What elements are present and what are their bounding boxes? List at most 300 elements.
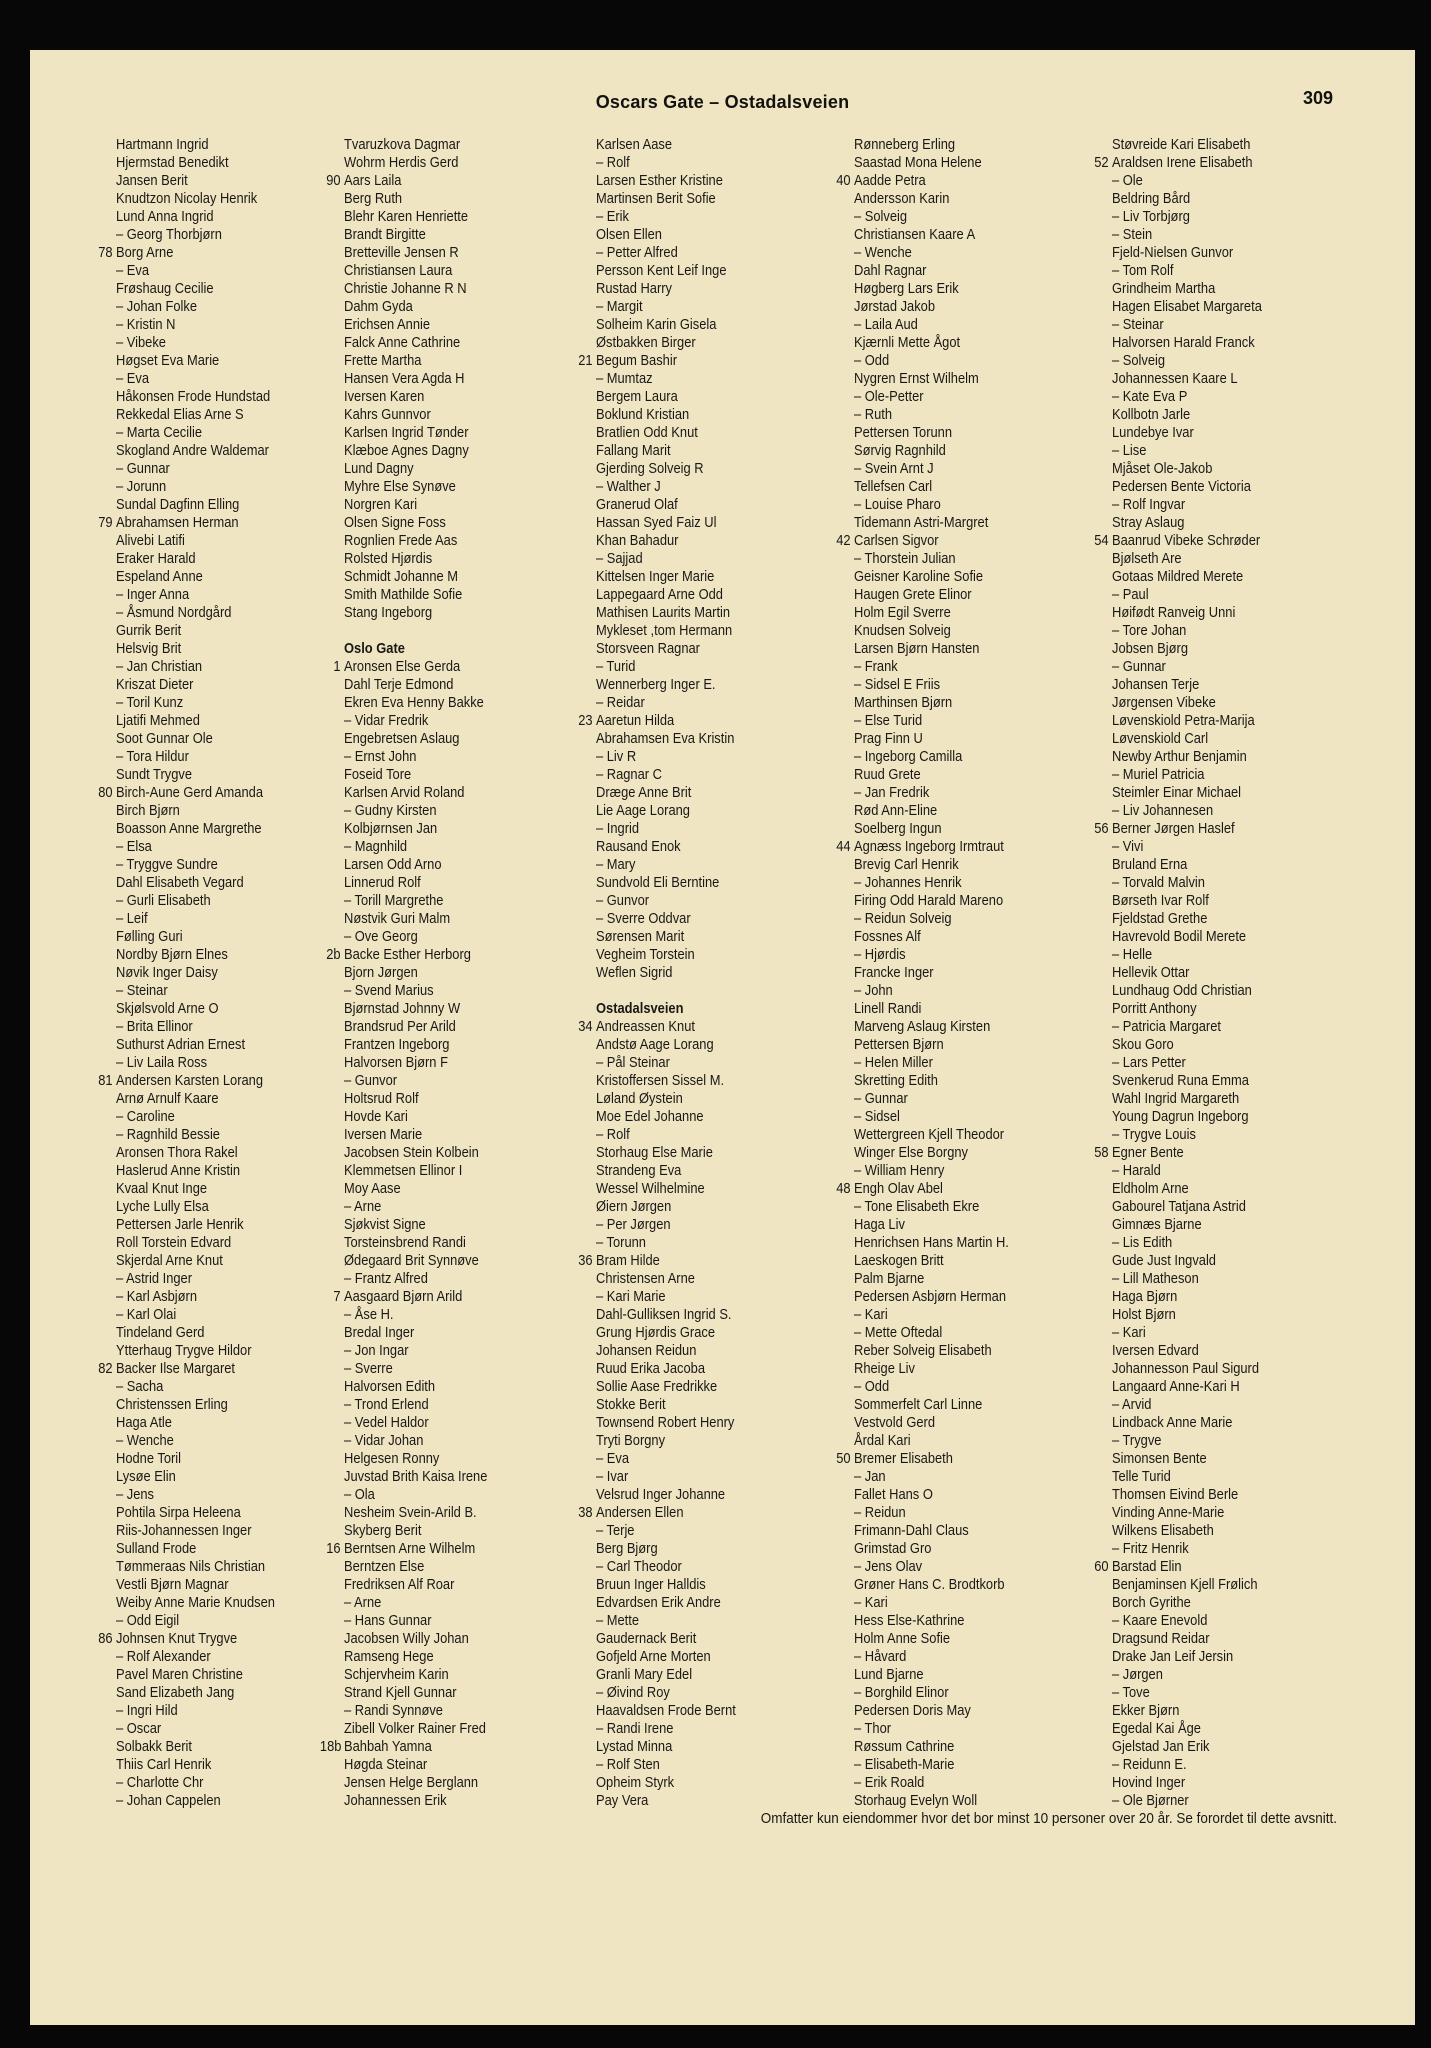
resident-name: – Louise Pharo — [854, 496, 941, 513]
resident-name: – Mette Oftedal — [854, 1324, 943, 1341]
directory-entry — [1112, 1774, 1336, 1792]
directory-entry — [116, 316, 340, 334]
directory-entry — [596, 1612, 820, 1630]
resident-name: – Karl Asbjørn — [116, 1288, 198, 1305]
directory-entry — [344, 1270, 568, 1288]
resident-name: – Ernst John — [344, 748, 417, 765]
resident-name: Strandeng Eva — [596, 1162, 682, 1179]
resident-name: Birch-Aune Gerd Amanda — [116, 784, 264, 801]
column-3 — [578, 136, 856, 1810]
directory-entry — [116, 1216, 340, 1234]
directory-entry — [1112, 1576, 1336, 1594]
resident-name: Lindback Anne Marie — [1112, 1414, 1233, 1431]
resident-name: Brevig Carl Henrik — [854, 856, 959, 873]
directory-entry — [116, 892, 340, 910]
directory-entry — [1112, 262, 1336, 280]
resident-name: Nøvik Inger Daisy — [116, 964, 218, 981]
directory-entry — [344, 1180, 568, 1198]
resident-name: Storhaug Evelyn Woll — [854, 1792, 978, 1809]
directory-entry — [1112, 1684, 1336, 1702]
resident-name: Foseid Tore — [344, 766, 412, 783]
resident-name: – Leif — [116, 910, 148, 927]
directory-entry — [344, 1522, 568, 1540]
directory-entry — [854, 1414, 1078, 1432]
resident-name: Laeskogen Britt — [854, 1252, 944, 1269]
directory-entry — [344, 1702, 568, 1720]
directory-entry — [344, 568, 568, 586]
resident-name: Lappegaard Arne Odd — [596, 586, 723, 603]
resident-name: Vestli Bjørn Magnar — [116, 1576, 229, 1593]
resident-name: – Ingri Hild — [116, 1702, 178, 1719]
resident-name: Larsen Odd Arno — [344, 856, 442, 873]
resident-name: Rheige Liv — [854, 1360, 915, 1377]
directory-entry — [116, 676, 340, 694]
directory-entry — [596, 838, 820, 856]
directory-entry — [596, 550, 820, 568]
house-number: 50 — [836, 1450, 851, 1467]
resident-name: Moy Aase — [344, 1180, 401, 1197]
resident-name: – Astrid Inger — [116, 1270, 193, 1287]
directory-entry — [344, 406, 568, 424]
resident-name: Bratlien Odd Knut — [596, 424, 698, 441]
resident-name: Aaretun Hilda — [596, 712, 675, 729]
resident-name: Gude Just Ingvald — [1112, 1252, 1216, 1269]
resident-name: – Mumtaz — [596, 370, 653, 387]
resident-name: Agnæss Ingeborg Irmtraut — [854, 838, 1004, 855]
resident-name: Johnsen Knut Trygve — [116, 1630, 238, 1647]
resident-name: Kittelsen Inger Marie — [596, 568, 715, 585]
resident-name: Olsen Signe Foss — [344, 514, 446, 531]
resident-name: Townsend Robert Henry — [596, 1414, 735, 1431]
resident-name: – Arne — [344, 1594, 382, 1611]
footnote: Omfatter kun eiendommer hvor det bor minst 10 personer over 20 år. Se forordet til dette avsnitt. — [760, 1810, 1337, 1827]
resident-name: Årdal Kari — [854, 1432, 911, 1449]
resident-name: Sundal Dagfinn Elling — [116, 496, 240, 513]
directory-entry — [854, 1126, 1078, 1144]
directory-entry — [116, 1000, 340, 1018]
directory-entry — [596, 1432, 820, 1450]
directory-entry — [344, 1144, 568, 1162]
resident-name: Begum Bashir — [596, 352, 678, 369]
directory-entry — [116, 1720, 340, 1738]
resident-name: – Wenche — [854, 244, 912, 261]
directory-entry — [1112, 856, 1336, 874]
directory-entry — [596, 1108, 820, 1126]
directory-entry — [596, 1144, 820, 1162]
resident-name: Sørvig Ragnhild — [854, 442, 946, 459]
directory-entry — [596, 1306, 820, 1324]
directory-entry — [596, 1054, 820, 1072]
resident-name: – Tora Hildur — [116, 748, 189, 765]
resident-name: Pedersen Bente Victoria — [1112, 478, 1251, 495]
directory-entry — [116, 190, 340, 208]
resident-name: Bremer Elisabeth — [854, 1450, 953, 1467]
resident-name: Solheim Karin Gisela — [596, 316, 717, 333]
directory-entry — [596, 982, 820, 1000]
resident-name: – Ivar — [596, 1468, 629, 1485]
directory-entry — [1112, 370, 1336, 388]
directory-entry — [344, 316, 568, 334]
resident-name: Andersen Ellen — [596, 1504, 684, 1521]
directory-entry — [116, 1396, 340, 1414]
house-number: 78 — [98, 244, 113, 261]
resident-name: Skjølsvold Arne O — [116, 1000, 219, 1017]
directory-entry — [344, 424, 568, 442]
directory-entry — [344, 1450, 568, 1468]
directory-entry — [596, 1378, 820, 1396]
resident-name: Røssum Cathrine — [854, 1738, 955, 1755]
resident-name: Firing Odd Harald Mareno — [854, 892, 1004, 909]
resident-name: Lyche Lully Elsa — [116, 1198, 209, 1215]
resident-name: Andersson Karin — [854, 190, 950, 207]
directory-entry — [1112, 172, 1336, 190]
directory-entry — [854, 1090, 1078, 1108]
resident-name: Høgberg Lars Erik — [854, 280, 959, 297]
resident-name: Pettersen Torunn — [854, 424, 953, 441]
directory-entry — [116, 802, 340, 820]
resident-name: – Ole-Petter — [854, 388, 924, 405]
directory-entry — [326, 1540, 568, 1558]
resident-name: – Jan — [854, 1468, 886, 1485]
house-number: 80 — [98, 784, 113, 801]
resident-name: Nøstvik Guri Malm — [344, 910, 451, 927]
directory-entry — [854, 1666, 1078, 1684]
directory-entry — [1112, 1720, 1336, 1738]
resident-name: Stang Ingeborg — [344, 604, 433, 621]
directory-entry — [1112, 406, 1336, 424]
resident-name: Rød Ann-Eline — [854, 802, 938, 819]
directory-entry — [596, 1774, 820, 1792]
resident-name: Kahrs Gunnvor — [344, 406, 431, 423]
directory-entry — [596, 874, 820, 892]
resident-name: – Rolf Sten — [596, 1756, 660, 1773]
resident-name: Havrevold Bodil Merete — [1112, 928, 1247, 945]
resident-name: – Kristin N — [116, 316, 176, 333]
directory-entry — [1112, 1450, 1336, 1468]
resident-name: Wettergreen Kjell Theodor — [854, 1126, 1005, 1143]
resident-name: Jørgensen Vibeke — [1112, 694, 1216, 711]
resident-name: – Jorunn — [116, 478, 167, 495]
resident-name: Larsen Bjørn Hansten — [854, 640, 980, 657]
resident-name: Dahl-Gulliksen Ingrid S. — [596, 1306, 732, 1323]
resident-name: Beldring Bård — [1112, 190, 1191, 207]
directory-entry — [1112, 694, 1336, 712]
directory-entry — [344, 1756, 568, 1774]
resident-name: – Margit — [596, 298, 643, 315]
directory-entry — [344, 694, 568, 712]
directory-entry — [854, 1108, 1078, 1126]
resident-name: Johannesson Paul Sigurd — [1112, 1360, 1260, 1377]
directory-entry — [854, 1774, 1078, 1792]
directory-entry — [1094, 1144, 1336, 1162]
directory-entry — [854, 442, 1078, 460]
resident-name: – Randi Synnøve — [344, 1702, 443, 1719]
resident-name: Egner Bente — [1112, 1144, 1184, 1161]
directory-entry — [1112, 460, 1336, 478]
resident-name: Schmidt Johanne M — [344, 568, 459, 585]
resident-name: Børseth Ivar Rolf — [1112, 892, 1209, 909]
directory-entry — [1112, 766, 1336, 784]
resident-name: Holm Anne Sofie — [854, 1630, 951, 1647]
directory-entry — [596, 1594, 820, 1612]
page-number: 309 — [1302, 88, 1333, 108]
resident-name: Dahm Gyda — [344, 298, 413, 315]
resident-name: Lund Dagny — [344, 460, 414, 477]
resident-name: Hellevik Ottar — [1112, 964, 1190, 981]
directory-entry — [344, 1648, 568, 1666]
directory-entry — [1112, 1234, 1336, 1252]
resident-name: Bjørnstad Johnny W — [344, 1000, 461, 1017]
directory-entry — [116, 1198, 340, 1216]
directory-entry — [854, 1630, 1078, 1648]
resident-name: Juvstad Brith Kaisa Irene — [344, 1468, 488, 1485]
directory-entry — [854, 334, 1078, 352]
resident-name: Borch Gyrithe — [1112, 1594, 1191, 1611]
directory-entry — [596, 370, 820, 388]
resident-name: Ljatifi Mehmed — [116, 712, 200, 729]
resident-name: Kriszat Dieter — [116, 676, 194, 693]
directory-entry — [854, 1522, 1078, 1540]
resident-name: – Kari — [854, 1594, 888, 1611]
resident-name: Wennerberg Inger E. — [596, 676, 716, 693]
resident-name: – Reidar — [596, 694, 645, 711]
directory-entry — [344, 226, 568, 244]
resident-name: Følling Guri — [116, 928, 183, 945]
house-number: 1 — [333, 658, 341, 675]
directory-entry — [854, 1792, 1078, 1810]
directory-entry — [1112, 1306, 1336, 1324]
resident-name: – Per Jørgen — [596, 1216, 671, 1233]
resident-name: Skou Goro — [1112, 1036, 1174, 1053]
house-number: 60 — [1094, 1558, 1109, 1575]
directory-entry — [1112, 910, 1336, 928]
directory-entry — [1112, 1648, 1336, 1666]
resident-name: Boasson Anne Margrethe — [116, 820, 262, 837]
resident-name: – Jens Olav — [854, 1558, 923, 1575]
resident-name: Nesheim Svein-Arild B. — [344, 1504, 477, 1521]
directory-entry — [596, 676, 820, 694]
resident-name: Skogland Andre Waldemar — [116, 442, 269, 459]
resident-name: Klemmetsen Ellinor I — [344, 1162, 463, 1179]
resident-name: Falck Anne Cathrine — [344, 334, 461, 351]
directory-entry — [596, 1486, 820, 1504]
directory-entry — [854, 622, 1078, 640]
resident-name: Wohrm Herdis Gerd — [344, 154, 459, 171]
house-number: 54 — [1094, 532, 1109, 549]
directory-entry — [596, 1702, 820, 1720]
directory-entry — [116, 1594, 340, 1612]
resident-name: Holm Egil Sverre — [854, 604, 951, 621]
directory-entry — [596, 298, 820, 316]
directory-entry — [116, 1108, 340, 1126]
resident-name: Grung Hjørdis Grace — [596, 1324, 716, 1341]
resident-name: Geisner Karoline Sofie — [854, 568, 984, 585]
directory-entry — [1112, 892, 1336, 910]
directory-entry — [1112, 514, 1336, 532]
directory-entry — [836, 532, 1078, 550]
directory-entry — [344, 352, 568, 370]
directory-entry — [116, 712, 340, 730]
resident-name: Rausand Enok — [596, 838, 681, 855]
directory-entry — [854, 1396, 1078, 1414]
resident-name: Christiansen Kaare A — [854, 226, 976, 243]
resident-name: Mykleset ,tom Hermann — [596, 622, 733, 639]
house-number: 34 — [578, 1018, 593, 1035]
resident-name: Halvorsen Edith — [344, 1378, 436, 1395]
directory-entry — [596, 190, 820, 208]
directory-entry — [116, 1126, 340, 1144]
directory-entry — [326, 172, 568, 190]
directory-entry — [116, 874, 340, 892]
directory-entry — [1112, 280, 1336, 298]
directory-entry — [116, 1162, 340, 1180]
directory-entry — [1112, 1180, 1336, 1198]
resident-name: Francke Inger — [854, 964, 934, 981]
resident-name: Iversen Marie — [344, 1126, 423, 1143]
resident-name: Fossnes Alf — [854, 928, 921, 945]
directory-entry — [596, 1558, 820, 1576]
directory-entry — [116, 1036, 340, 1054]
directory-entry — [854, 1720, 1078, 1738]
directory-entry — [1112, 1018, 1336, 1036]
resident-name: Svenkerud Runa Emma — [1112, 1072, 1249, 1089]
directory-entry — [854, 1684, 1078, 1702]
house-number: 23 — [578, 712, 593, 729]
directory-entry — [596, 1324, 820, 1342]
resident-name: Ramseng Hege — [344, 1648, 434, 1665]
house-number: 79 — [98, 514, 113, 531]
resident-name: Riis-Johannessen Inger — [116, 1522, 252, 1539]
directory-entry — [596, 1216, 820, 1234]
resident-name: Dræge Anne Brit — [596, 784, 692, 801]
directory-entry — [344, 136, 568, 154]
resident-name: Wilkens Elisabeth — [1112, 1522, 1214, 1539]
resident-name: – Helle — [1112, 946, 1153, 963]
directory-entry — [854, 712, 1078, 730]
resident-name: – Sacha — [116, 1378, 164, 1395]
directory-entry — [854, 892, 1078, 910]
resident-name: – Hjørdis — [854, 946, 906, 963]
resident-name: – Terje — [596, 1522, 635, 1539]
directory-entry — [1112, 1612, 1336, 1630]
resident-name: Kristoffersen Sissel M. — [596, 1072, 725, 1089]
resident-name: – Trond Erlend — [344, 1396, 429, 1413]
house-number: 58 — [1094, 1144, 1109, 1161]
directory-entry — [854, 604, 1078, 622]
directory-entry — [596, 442, 820, 460]
directory-entry — [854, 784, 1078, 802]
resident-name: – Gudny Kirsten — [344, 802, 437, 819]
directory-entry — [344, 1504, 568, 1522]
resident-name: Egedal Kai Åge — [1112, 1720, 1201, 1737]
resident-name: Norgren Kari — [344, 496, 418, 513]
directory-entry — [344, 1720, 568, 1738]
directory-entry — [344, 334, 568, 352]
resident-name: Kjærnli Mette Ågot — [854, 334, 961, 351]
resident-name: Støvreide Kari Elisabeth — [1112, 136, 1251, 153]
directory-entry — [344, 550, 568, 568]
resident-name: – Eva — [596, 1450, 629, 1467]
directory-entry — [596, 1738, 820, 1756]
resident-name: Hartmann Ingrid — [116, 136, 209, 153]
resident-name: Backer Ilse Margaret — [116, 1360, 236, 1377]
resident-name: – Erik Roald — [854, 1774, 925, 1791]
resident-name: – Trygve Louis — [1112, 1126, 1196, 1143]
directory-entry — [116, 658, 340, 676]
resident-name: Christenssen Erling — [116, 1396, 228, 1413]
directory-entry — [1112, 1504, 1336, 1522]
directory-entry — [1112, 982, 1336, 1000]
directory-entry — [596, 496, 820, 514]
directory-entry — [1094, 154, 1336, 172]
directory-entry — [854, 1162, 1078, 1180]
directory-entry — [854, 568, 1078, 586]
directory-entry — [116, 1702, 340, 1720]
directory-entry — [854, 352, 1078, 370]
directory-entry — [596, 1648, 820, 1666]
directory-entry — [596, 1792, 820, 1810]
directory-entry — [578, 1504, 820, 1522]
directory-entry — [1112, 1252, 1336, 1270]
directory-entry — [854, 406, 1078, 424]
directory-entry — [1112, 712, 1336, 730]
resident-name: Karlsen Ingrid Tønder — [344, 424, 469, 441]
resident-name: – Torunn — [596, 1234, 646, 1251]
directory-entry — [1112, 1000, 1336, 1018]
resident-name: Lystad Minna — [596, 1738, 673, 1755]
directory-entry — [344, 964, 568, 982]
directory-entry — [1112, 730, 1336, 748]
resident-name: Fjeld-Nielsen Gunvor — [1112, 244, 1234, 261]
directory-entry — [98, 1630, 340, 1648]
resident-name: Fallet Hans O — [854, 1486, 933, 1503]
directory-entry — [596, 388, 820, 406]
directory-entry — [116, 640, 340, 658]
directory-entry — [1112, 1072, 1336, 1090]
directory-entry — [1112, 1396, 1336, 1414]
resident-name: Haugen Grete Elinor — [854, 586, 972, 603]
directory-entry — [854, 550, 1078, 568]
directory-entry — [1112, 298, 1336, 316]
resident-name: – Caroline — [116, 1108, 175, 1125]
resident-name: Christie Johanne R N — [344, 280, 467, 297]
directory-entry — [596, 316, 820, 334]
directory-entry — [854, 1054, 1078, 1072]
directory-entry — [344, 784, 568, 802]
directory-entry — [1112, 1522, 1336, 1540]
directory-entry — [596, 1234, 820, 1252]
resident-name: Helsvig Brit — [116, 640, 182, 657]
resident-name: – Tove — [1112, 1684, 1150, 1701]
directory-entry — [596, 514, 820, 532]
directory-entry — [116, 1378, 340, 1396]
directory-entry — [596, 928, 820, 946]
resident-name: – Carl Theodor — [596, 1558, 682, 1575]
resident-name: Kolbjørnsen Jan — [344, 820, 438, 837]
directory-entry — [1112, 1108, 1336, 1126]
directory-entry — [344, 982, 568, 1000]
directory-entry — [1112, 1468, 1336, 1486]
directory-entry — [344, 514, 568, 532]
directory-entry — [596, 334, 820, 352]
resident-name: Reber Solveig Elisabeth — [854, 1342, 992, 1359]
resident-name: Tindeland Gerd — [116, 1324, 205, 1341]
directory-entry — [1112, 1342, 1336, 1360]
directory-entry — [344, 874, 568, 892]
resident-name: Moe Edel Johanne — [596, 1108, 704, 1125]
directory-entry — [596, 208, 820, 226]
resident-name: – Helen Miller — [854, 1054, 933, 1071]
